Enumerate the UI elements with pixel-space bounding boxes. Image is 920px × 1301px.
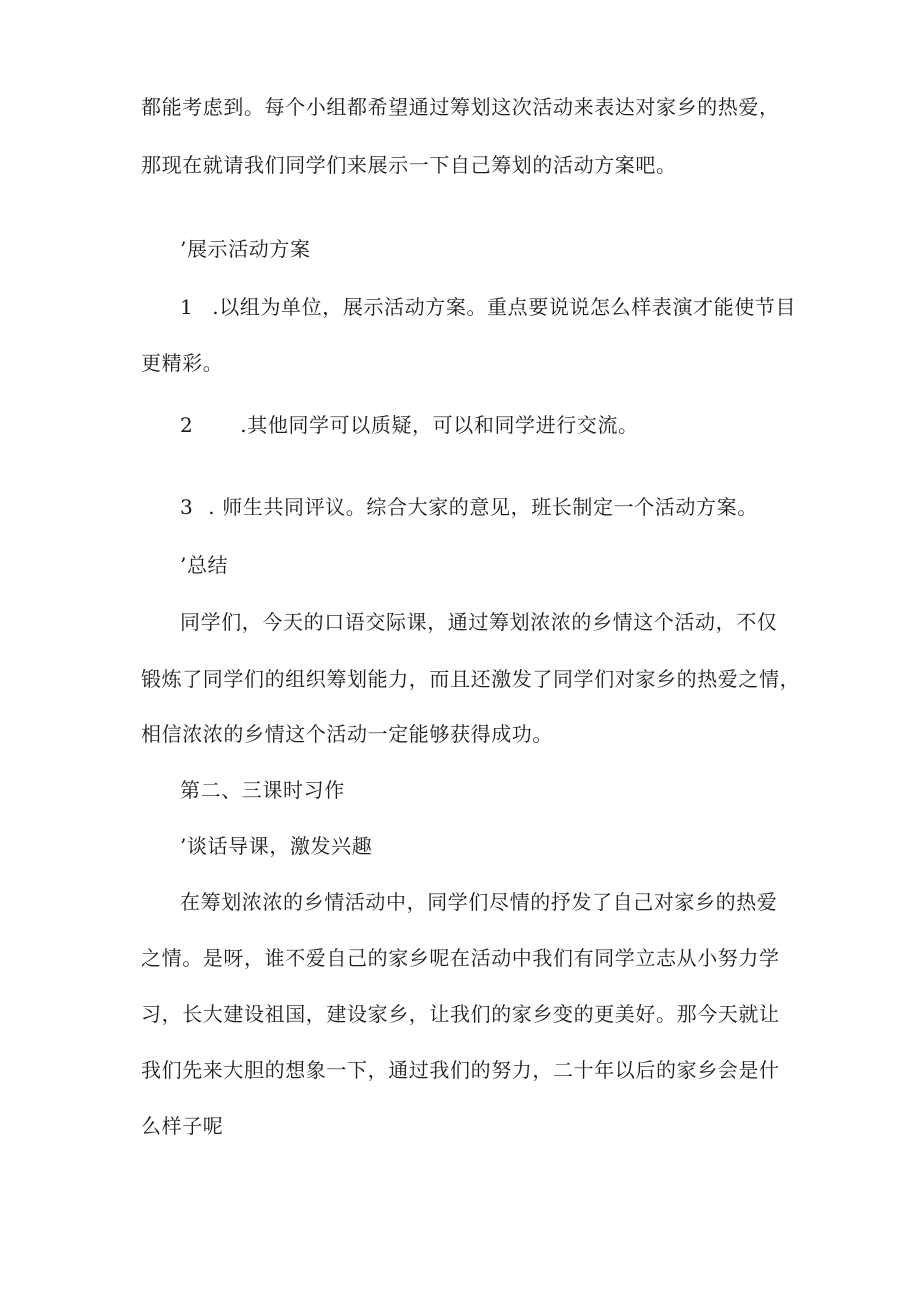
heading-show-plans: ’展示活动方案 [180, 237, 311, 261]
paragraph-line: 都能考虑到。每个小组都希望通过筹划这次活动来表达对家乡的热爱， [141, 95, 780, 119]
paragraph-line: 习，长大建设祖国，建设家乡，让我们的家乡变的更美好。那今天就让 [141, 1002, 780, 1026]
list-text: .以组为单位，展示活动方案。重点要说说怎么样表演才能使节目 [212, 295, 797, 319]
heading-intro: ’谈话导课，激发兴趣 [180, 834, 373, 858]
list-number: 3 [180, 495, 194, 519]
heading-summary: ’总结 [180, 553, 229, 577]
paragraph-line: 在筹划浓浓的乡情活动中，同学们尽情的抒发了自己对家乡的热爱 [180, 890, 778, 914]
list-item-2 [180, 413, 639, 437]
paragraph-line: 我们先来大胆的想象一下，通过我们的努力，二十年以后的家乡会是什 [141, 1058, 780, 1082]
paragraph-line: 更精彩。 [141, 351, 224, 375]
section-title: 第二、三课时习作 [180, 778, 345, 802]
list-number: 1 [180, 295, 194, 319]
list-text: . 师生共同评议。综合大家的意见，班长制定一个活动方案。 [208, 495, 758, 519]
list-item-1 [180, 295, 796, 319]
paragraph-line: 同学们，今天的口语交际课，通过筹划浓浓的乡情这个活动，不仅 [180, 610, 778, 634]
paragraph-line: 么样子呢 [141, 1114, 224, 1138]
paragraph-line: 那现在就请我们同学们来展示一下自己筹划的活动方案吧。 [141, 153, 677, 177]
paragraph-line: 相信浓浓的乡情这个活动一定能够获得成功。 [141, 722, 553, 746]
list-text: .其他同学可以质疑，可以和同学进行交流。 [240, 413, 639, 437]
list-item-3 [180, 495, 758, 519]
list-number: 2 [180, 413, 194, 437]
paragraph-line: 之情。是呀，谁不爱自己的家乡呢在活动中我们有同学立志从小努力学 [141, 946, 780, 970]
paragraph-line: 锻炼了同学们的组织筹划能力，而且还激发了同学们对家乡的热爱之情， [141, 667, 801, 691]
